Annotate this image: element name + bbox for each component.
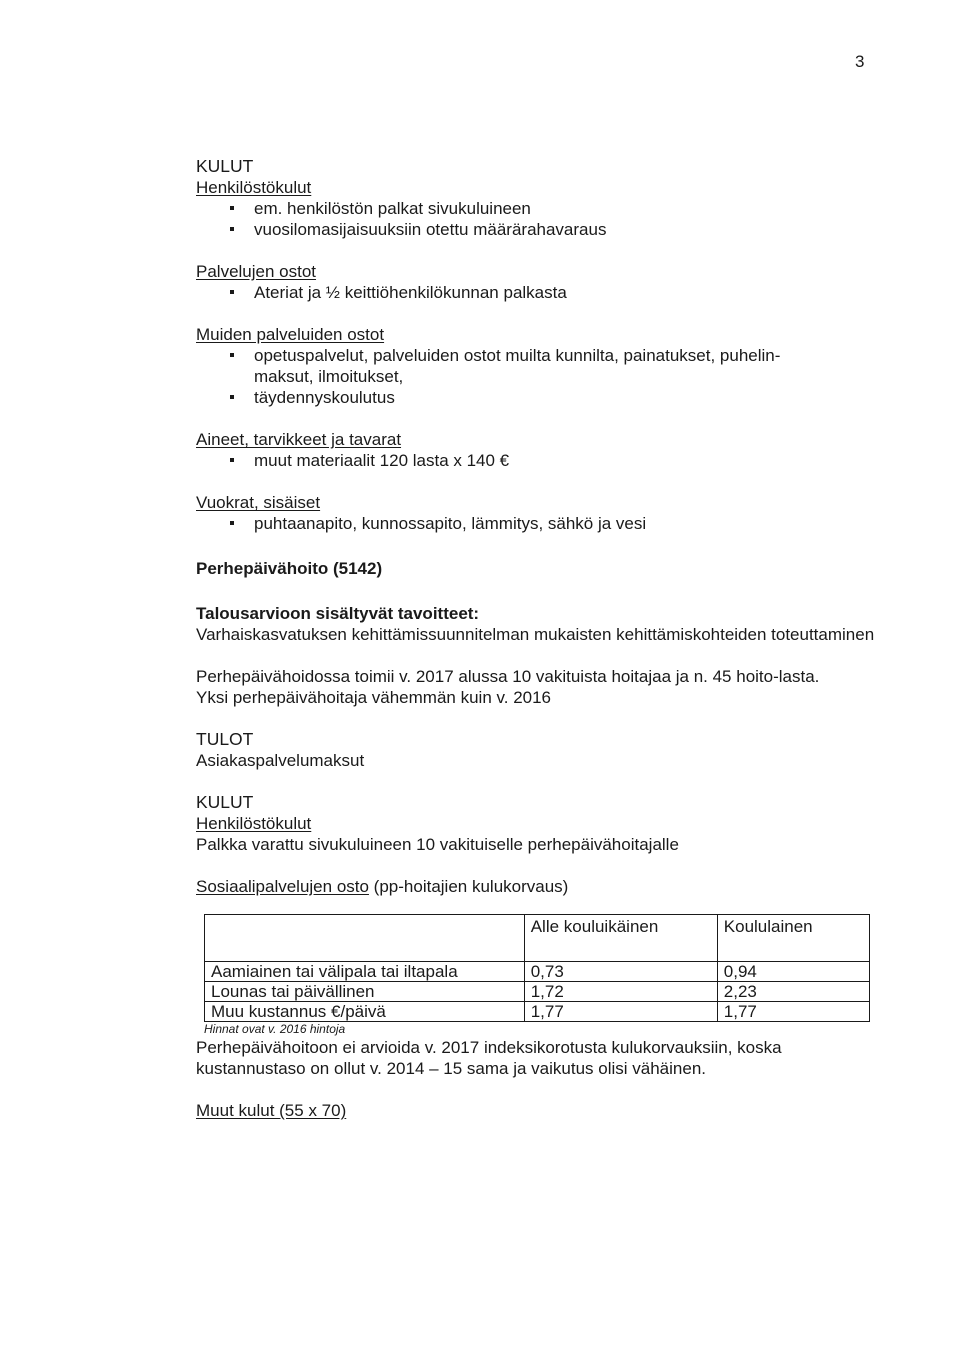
- list-item: puhtaanapito, kunnossapito, lämmitys, sähkö ja vesi: [230, 513, 876, 534]
- bullet-icon: [230, 290, 234, 294]
- table-cell: Lounas tai päivällinen: [205, 982, 525, 1002]
- table-header-cell: Alle kouluikäinen: [524, 915, 717, 962]
- table-note: Hinnat ovat v. 2016 hintoja: [204, 1022, 346, 1036]
- budget-goals-title: Talousarvioon sisältyvät tavoitteet:: [196, 604, 480, 623]
- table-cell: Muu kustannus €/päivä: [205, 1002, 525, 1022]
- materials-list: [196, 450, 876, 471]
- rent-list: [196, 513, 876, 534]
- income-heading: TULOT: [196, 729, 254, 749]
- other-service-purchases-list: [196, 345, 876, 408]
- staff-costs-title: Henkilöstökulut: [196, 178, 312, 197]
- costs-heading-2: KULUT: [196, 792, 254, 812]
- allowance-table: [204, 914, 870, 1022]
- bullet-icon: [230, 227, 234, 231]
- table-header-cell: [205, 915, 525, 962]
- table-cell: 1,77: [717, 1002, 869, 1022]
- staff-costs-title-2: Henkilöstökulut: [196, 814, 312, 833]
- staff-costs-list: [196, 198, 876, 240]
- indexation-paragraph: Perhepäivähoitoon ei arvioida v. 2017 indeksikorotusta kulukorvauksiin, koska kustannustaso on ollut v. 2014 – 15 sama ja vaikutus olisi vähäinen.: [196, 1038, 782, 1078]
- family-daycare-title: Perhepäivähoito (5142): [196, 559, 383, 578]
- bullet-icon: [230, 353, 234, 357]
- service-purchases-list: [196, 282, 876, 303]
- social-services-line: [196, 876, 876, 897]
- list-item: täydennyskoulutus: [230, 387, 876, 408]
- document-body: [196, 156, 876, 1121]
- bullet-icon: [230, 521, 234, 525]
- other-service-purchases-title: Muiden palveluiden ostot: [196, 325, 385, 344]
- service-purchases-title: Palvelujen ostot: [196, 262, 317, 281]
- staffing-paragraph: Perhepäivähoidossa toimii v. 2017 alussa 10 vakituista hoitajaa ja n. 45 hoito-lasta.: [196, 667, 820, 686]
- social-services-suffix: (pp-hoitajien kulukorvaus): [368, 877, 569, 896]
- table-cell: 0,73: [524, 962, 717, 982]
- table-cell: Aamiainen tai välipala tai iltapala: [205, 962, 525, 982]
- table-row: [205, 962, 870, 982]
- table-cell: 2,23: [717, 982, 869, 1002]
- staff-costs-text: Palkka varattu sivukuluineen 10 vakituiselle perhepäivähoitajalle: [196, 835, 679, 854]
- bullet-icon: [230, 458, 234, 462]
- bullet-icon: [230, 395, 234, 399]
- bullet-icon: [230, 206, 234, 210]
- table-header-row: [205, 915, 870, 962]
- rent-title: Vuokrat, sisäiset: [196, 493, 321, 512]
- table-row: [205, 1002, 870, 1022]
- table-header-cell: Koululainen: [717, 915, 869, 962]
- list-item: opetuspalvelut, palveluiden ostot muilta kunnilta, painatukset, puhelin-maksut, ilmoitukset,: [230, 345, 876, 387]
- budget-goals-text: Varhaiskasvatuksen kehittämissuunnitelman mukaisten kehittämiskohteiden toteuttaminen: [196, 625, 875, 644]
- social-services-title: Sosiaalipalvelujen osto: [196, 877, 369, 896]
- list-item: vuosilomasijaisuuksiin otettu määrärahavaraus: [230, 219, 876, 240]
- costs-heading: KULUT: [196, 156, 254, 176]
- other-costs-title: Muut kulut (55 x 70): [196, 1101, 347, 1120]
- materials-title: Aineet, tarvikkeet ja tavarat: [196, 430, 402, 449]
- list-item: Ateriat ja ½ keittiöhenkilökunnan palkasta: [230, 282, 876, 303]
- income-item: Asiakaspalvelumaksut: [196, 751, 365, 770]
- staffing-change-paragraph: Yksi perhepäivähoitaja vähemmän kuin v. 2016: [196, 688, 552, 707]
- table-row: [205, 982, 870, 1002]
- page-number: 3: [855, 52, 865, 71]
- table-cell: 0,94: [717, 962, 869, 982]
- table-cell: 1,77: [524, 1002, 717, 1022]
- table-cell: 1,72: [524, 982, 717, 1002]
- list-item: muut materiaalit 120 lasta x 140 €: [230, 450, 876, 471]
- list-item: em. henkilöstön palkat sivukuluineen: [230, 198, 876, 219]
